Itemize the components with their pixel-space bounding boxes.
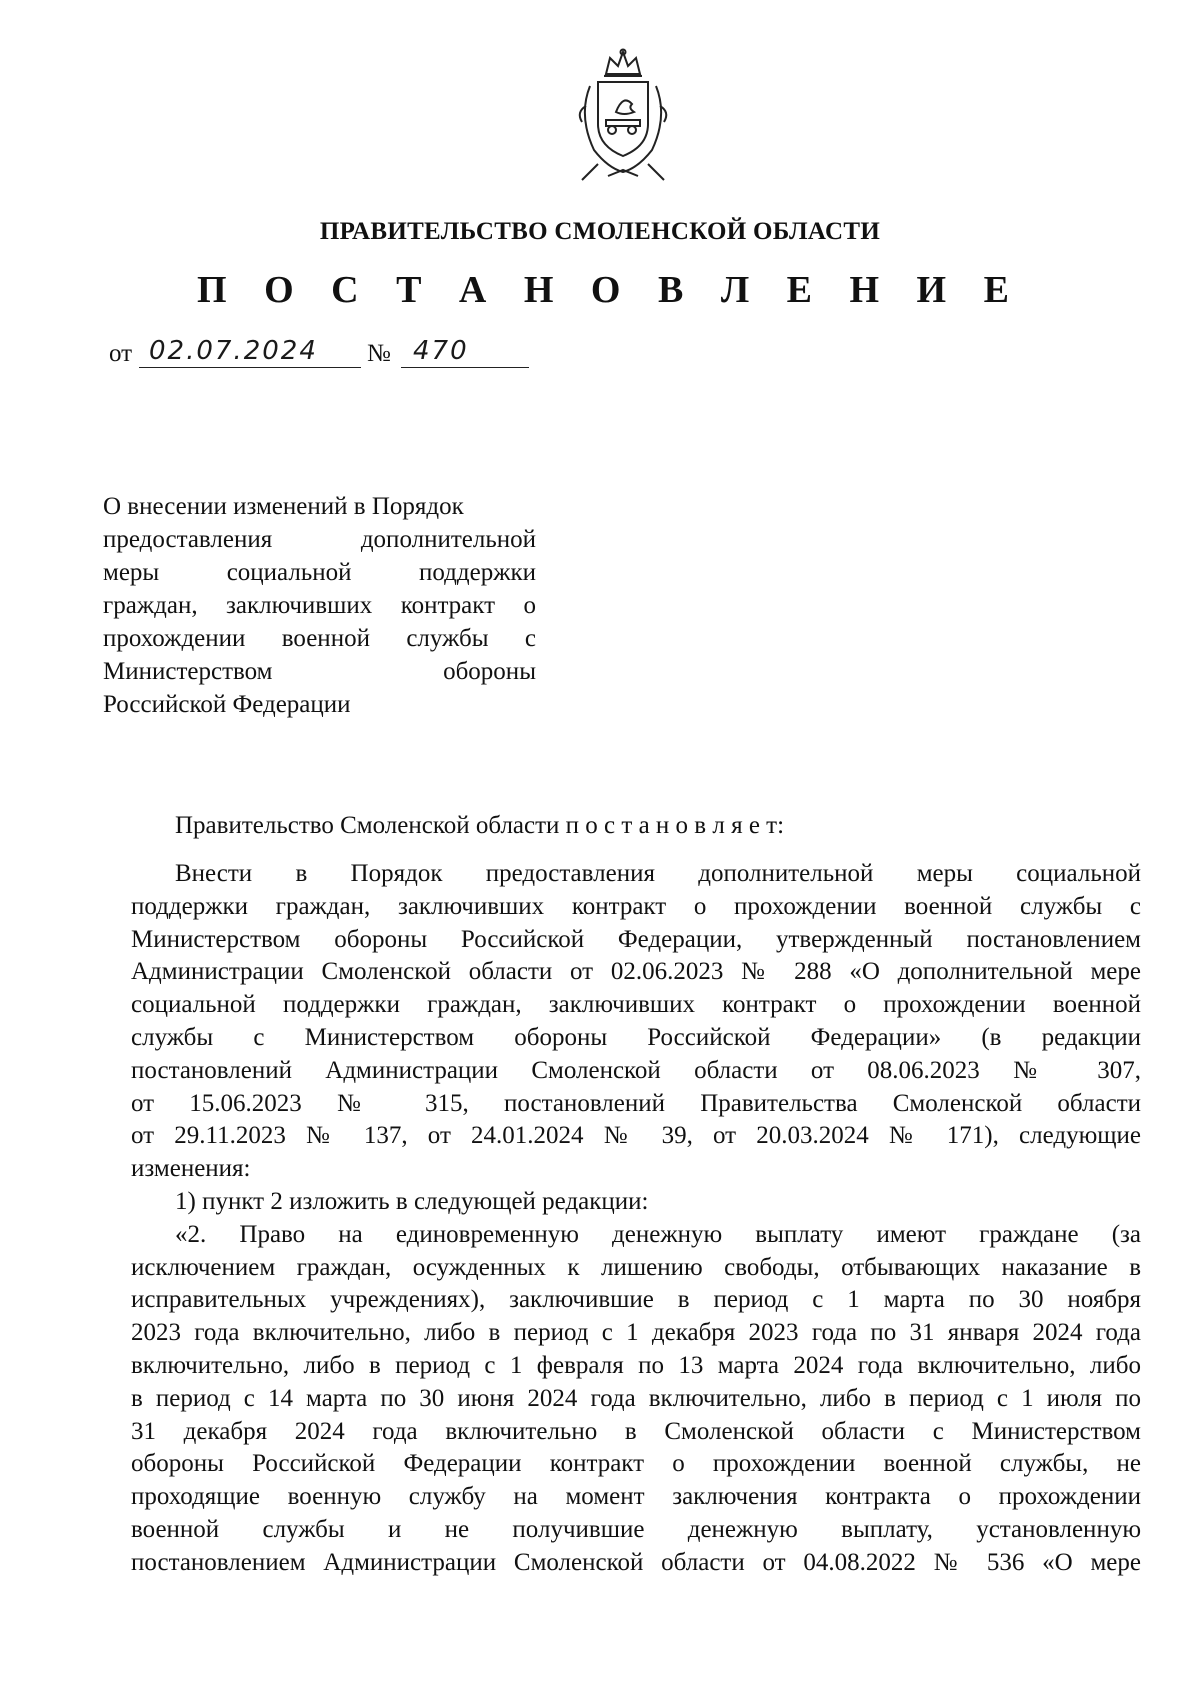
subject-line: граждан, заключивших контракт о <box>103 592 536 619</box>
decree-statement: Правительство Смоленской области п о с т а н о в л я е т: <box>175 812 785 839</box>
body-line: проходящие военную службу на момент заключения контракта о прохождении <box>131 1483 1141 1511</box>
subject-line: меры социальной поддержки <box>103 559 536 586</box>
number-prefix: № <box>367 340 391 367</box>
subject-line: Российской Федерации <box>103 691 351 718</box>
body-line: в период с 14 марта по 30 июня 2024 года включительно, либо в период с 1 июля по <box>131 1384 1141 1412</box>
body-line: Министерством обороны Российской Федерации, утвержденный постановлением <box>131 925 1141 953</box>
body-line: изменения: <box>131 1155 251 1183</box>
organization-title: ПРАВИТЕЛЬСТВО СМОЛЕНСКОЙ ОБЛАСТИ <box>319 218 881 245</box>
body-line: 31 декабря 2024 года включительно в Смоленской области с Министерством <box>131 1417 1141 1445</box>
requisites-line <box>109 334 559 374</box>
body-line: исправительных учреждениях), заключившие в период с 1 марта по 30 ноября <box>131 1286 1141 1314</box>
body-line: исключением граждан, осужденных к лишению свободы, отбывающих наказание в <box>131 1253 1141 1281</box>
smolensk-coat-of-arms-icon <box>568 46 678 186</box>
handwritten-number: 470 <box>413 336 469 366</box>
handwritten-date: 02.07.2024 <box>149 336 318 366</box>
body-line: Внести в Порядок предоставления дополнительной меры социальной <box>175 860 1141 887</box>
body-line: от 15.06.2023 № 315, постановлений Правительства Смоленской области <box>131 1089 1141 1117</box>
subject-line: прохождении военной службы с <box>103 625 536 652</box>
body-line: военной службы и не получившие денежную выплату, установленную <box>131 1515 1141 1543</box>
body-line: обороны Российской Федерации контракт о прохождении военной службы, не <box>131 1450 1141 1478</box>
body-line: социальной поддержки граждан, заключивших контракт о прохождении военной <box>131 991 1141 1019</box>
body-line: от 29.11.2023 № 137, от 24.01.2024 № 39, от 20.03.2024 № 171), следующие <box>131 1122 1141 1150</box>
body-line: постановлений Администрации Смоленской области от 08.06.2023 № 307, <box>131 1056 1141 1084</box>
document-subject <box>103 490 536 721</box>
body-line: 1) пункт 2 изложить в следующей редакции: <box>175 1187 649 1215</box>
body-line: поддержки граждан, заключивших контракт о прохождении военной службы с <box>131 892 1141 920</box>
subject-line: О внесении изменений в Порядок <box>103 493 464 520</box>
body-line: включительно, либо в период с 1 февраля по 13 марта 2024 года включительно, либо <box>131 1351 1141 1379</box>
body-line: 2023 года включительно, либо в период с 1 декабря 2023 года по 31 января 2024 года <box>131 1319 1141 1347</box>
document-body <box>131 858 1141 1580</box>
subject-line: предоставления дополнительной <box>103 526 536 553</box>
body-line: Администрации Смоленской области от 02.06.2023 № 288 «О дополнительной мере <box>131 958 1141 986</box>
body-line: «2. Право на единовременную денежную выплату имеют граждане (за <box>175 1220 1141 1248</box>
date-prefix: от <box>109 340 133 367</box>
body-line: постановлением Администрации Смоленской области от 04.08.2022 № 536 «О мере <box>131 1548 1141 1576</box>
body-line: службы с Министерством обороны Российской Федерации» (в редакции <box>131 1023 1141 1051</box>
document-type-title: П О С Т А Н О В Л Е Н И Е <box>197 269 1023 311</box>
subject-line: Министерством обороны <box>103 658 536 685</box>
